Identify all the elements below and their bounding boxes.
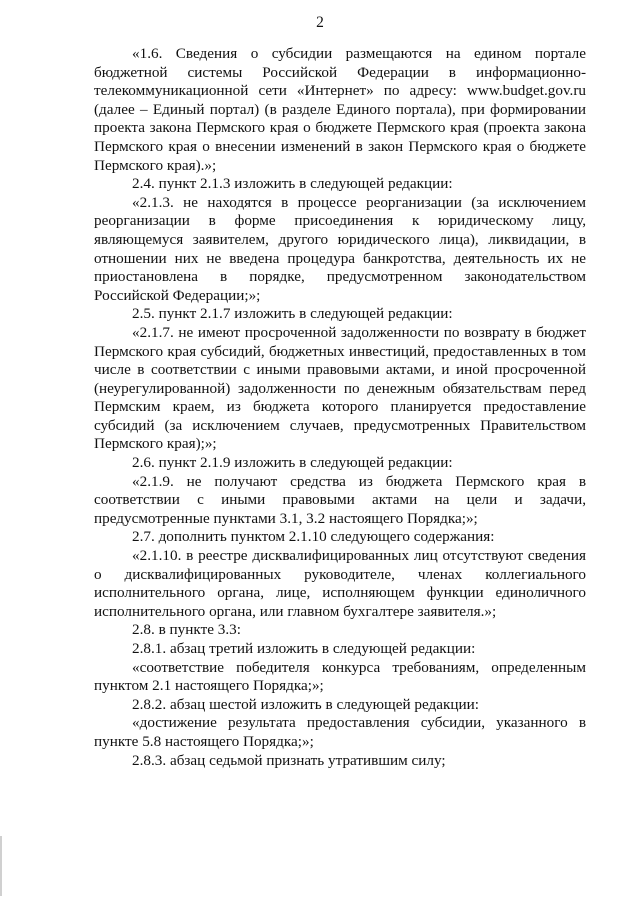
paragraph-2-1-9: «2.1.9. не получают средства из бюджета Пермского края в соответствии с иными правовыми актами на цели и задачи, предусмотренные пунктами 3.1, 3.2 настоящего Порядка;»; [94, 472, 586, 527]
paragraph-2-1-7: «2.1.7. не имеют просроченной задолженности по возврату в бюджет Пермского края субсидий, бюджетных инвестиций, предоставленных в том числе в соответствии с иными правовыми актами, и иной просроченной (неурегулированной) задолженности по денежным обязательствам перед Пермским краем, из бюджета которого планируется предоставление субсидий (за исключением случаев, предусмотренных Правительством Пермского края);»; [94, 323, 586, 453]
paragraph-2-8-1: 2.8.1. абзац третий изложить в следующей редакции: [132, 640, 476, 657]
paragraph-2-8-1-text: «соответствие победителя конкурса требованиям, определенным пунктом 2.1 настоящего Порядка;»; [94, 658, 586, 695]
paragraph-2-1-10: «2.1.10. в реестре дисквалифицированных лиц отсутствуют сведения о дисквалифицированных руководителе, членах коллегиального исполнительного органа, лице, исполняющем функции единоличного исполнительного органа, или главном бухгалтере заявителя.»; [94, 547, 586, 620]
paragraph-2-7: 2.7. дополнить пунктом 2.1.10 следующего содержания: [132, 528, 495, 546]
paragraph-2-1-3: «2.1.3. не находятся в процессе реорганизации (за исключением реорганизации в форме присоединения к юридическому лицу, являющемуся заявителем, другого юридического лица), ликвидации, в отношении них не введена процедура банкротства, деятельность их не приостановлена в порядке, предусмотренном законодательством Российской Федерации;»; [94, 193, 586, 304]
document-body [94, 45, 586, 770]
paragraph-2-8: 2.8. в пункте 3.3: [132, 621, 241, 639]
paragraph-2-8-2: 2.8.2. абзац шестой изложить в следующей редакции: [132, 695, 479, 713]
paragraph-2-6: 2.6. пункт 2.1.9 изложить в следующей редакции: [132, 454, 453, 472]
page-number: 2 [316, 14, 324, 31]
paragraph-2-5: 2.5. пункт 2.1.7 изложить в следующей редакции: [132, 305, 453, 323]
paragraph-1-6: «1.6. Сведения о субсидии размещаются на едином портале бюджетной системы Российской Федерации в информационно-телекоммуникационной сети «Интернет» по адресу: www.budget.gov.ru (далее – Единый портал) (в разделе Единого портала), при формировании проекта закона Пермского края о бюджете Пермского края (проекта закона Пермского края о внесении изменений в закон Пермского края о бюджете Пермского края).»; [94, 45, 586, 174]
paragraph-2-8-2-text: «достижение результата предоставления субсидии, указанного в пункте 5.8 настоящего Порядка;»; [94, 714, 586, 750]
scan-edge-mark [0, 836, 2, 896]
paragraph-2-4: 2.4. пункт 2.1.3 изложить в следующей редакции: [132, 175, 453, 193]
paragraph-2-8-3: 2.8.3. абзац седьмой признать утратившим силу; [132, 751, 446, 769]
